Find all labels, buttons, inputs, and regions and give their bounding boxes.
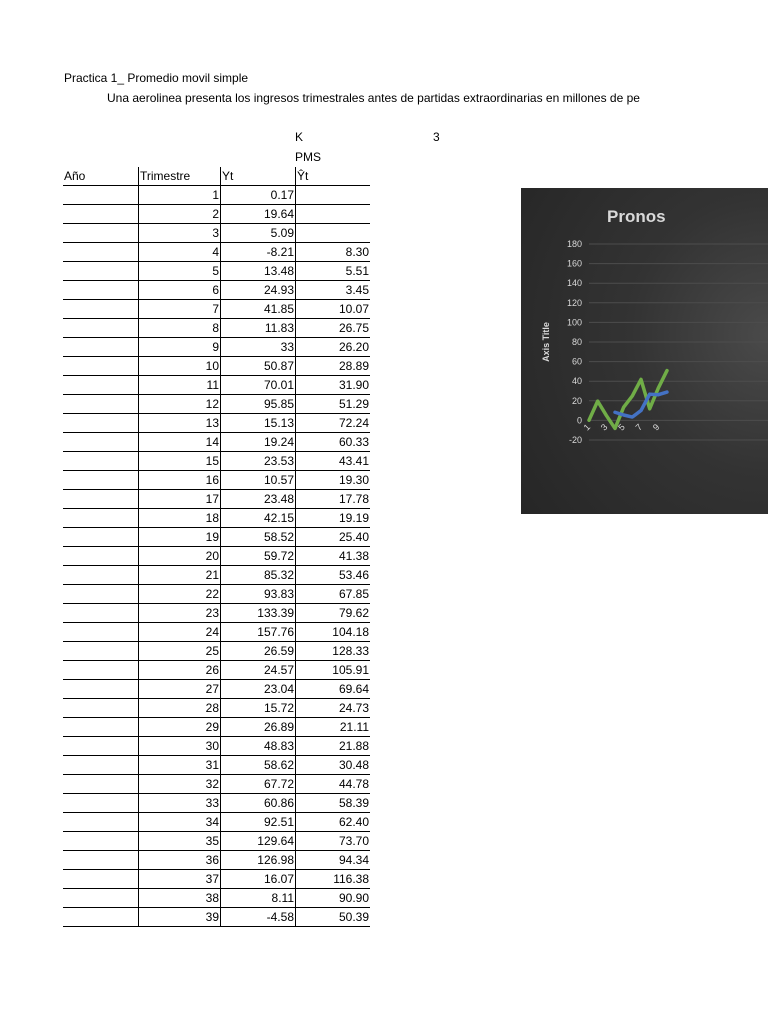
data-table <box>63 167 370 927</box>
x-tick-label: 3 <box>598 421 610 433</box>
yt-cell[interactable]: -8.21 <box>221 243 296 262</box>
quarter-cell[interactable]: 15 <box>139 452 221 471</box>
forecast-cell[interactable]: 53.46 <box>296 566 371 585</box>
year-cell[interactable] <box>63 813 139 832</box>
yt-cell[interactable]: 26.59 <box>221 642 296 661</box>
quarter-cell[interactable]: 10 <box>139 357 221 376</box>
yt-cell[interactable]: 85.32 <box>221 566 296 585</box>
quarter-cell[interactable]: 33 <box>139 794 221 813</box>
year-cell[interactable] <box>63 376 139 395</box>
y-tick-label: 60 <box>571 356 582 367</box>
column-header-year[interactable]: Año <box>63 167 139 186</box>
forecast-cell[interactable]: 58.39 <box>296 794 371 813</box>
year-cell[interactable] <box>63 661 139 680</box>
forecast-cell[interactable]: 51.29 <box>296 395 371 414</box>
table-row <box>63 642 370 661</box>
k-value[interactable]: 3 <box>433 130 440 144</box>
quarter-cell[interactable]: 25 <box>139 642 221 661</box>
quarter-cell[interactable]: 28 <box>139 699 221 718</box>
description-text: Una aerolinea presenta los ingresos trimestrales antes de partidas extraordinarias en millones de pe <box>107 91 640 105</box>
forecast-cell[interactable]: 8.30 <box>296 243 371 262</box>
table-row <box>63 851 370 870</box>
quarter-cell[interactable]: 37 <box>139 870 221 889</box>
data-point <box>667 392 668 393</box>
data-point <box>632 395 633 396</box>
forecast-cell[interactable]: 116.38 <box>296 870 371 889</box>
table-row <box>63 490 370 509</box>
quarter-cell[interactable]: 23 <box>139 604 221 623</box>
table-row <box>63 585 370 604</box>
y-tick-label: 100 <box>566 317 582 328</box>
data-point <box>632 417 633 418</box>
year-cell[interactable] <box>63 832 139 851</box>
year-cell[interactable] <box>63 775 139 794</box>
table-row <box>63 756 370 775</box>
yt-cell[interactable]: 5.09 <box>221 224 296 243</box>
data-point <box>649 394 650 395</box>
forecast-cell[interactable]: 10.07 <box>296 300 371 319</box>
yt-cell[interactable]: 24.93 <box>221 281 296 300</box>
quarter-cell[interactable]: 24 <box>139 623 221 642</box>
table-row <box>63 528 370 547</box>
year-cell[interactable] <box>63 414 139 433</box>
yt-cell[interactable]: 67.72 <box>221 775 296 794</box>
table-row <box>63 699 370 718</box>
yt-cell[interactable]: 42.15 <box>221 509 296 528</box>
table-row <box>63 319 370 338</box>
forecast-cell[interactable] <box>296 205 371 224</box>
quarter-cell[interactable]: 19 <box>139 528 221 547</box>
table-row <box>63 832 370 851</box>
year-cell[interactable] <box>63 737 139 756</box>
page-title: Practica 1_ Promedio movil simple <box>64 71 249 85</box>
table-row <box>63 813 370 832</box>
table-row <box>63 566 370 585</box>
table-row <box>63 680 370 699</box>
table-row <box>63 186 370 205</box>
quarter-cell[interactable]: 27 <box>139 680 221 699</box>
forecast-cell[interactable]: 73.70 <box>296 832 371 851</box>
year-cell[interactable] <box>63 623 139 642</box>
quarter-cell[interactable]: 11 <box>139 376 221 395</box>
quarter-cell[interactable]: 30 <box>139 737 221 756</box>
forecast-cell[interactable]: 43.41 <box>296 452 371 471</box>
table-row <box>63 737 370 756</box>
quarter-cell[interactable]: 38 <box>139 889 221 908</box>
quarter-cell[interactable]: 35 <box>139 832 221 851</box>
year-cell[interactable] <box>63 395 139 414</box>
quarter-cell[interactable]: 9 <box>139 338 221 357</box>
quarter-cell[interactable]: 17 <box>139 490 221 509</box>
year-cell[interactable] <box>63 680 139 699</box>
x-tick-label: 1 <box>581 421 593 433</box>
quarter-cell[interactable]: 6 <box>139 281 221 300</box>
table-row <box>63 661 370 680</box>
chart-title: Pronos <box>607 207 666 226</box>
yt-cell[interactable]: 23.53 <box>221 452 296 471</box>
table-row <box>63 243 370 262</box>
forecast-cell[interactable]: 5.51 <box>296 262 371 281</box>
yt-cell[interactable]: 59.72 <box>221 547 296 566</box>
yt-cell[interactable]: 19.64 <box>221 205 296 224</box>
quarter-cell[interactable]: 26 <box>139 661 221 680</box>
yt-cell[interactable]: 58.52 <box>221 528 296 547</box>
quarter-cell[interactable]: 18 <box>139 509 221 528</box>
forecast-cell[interactable]: 21.88 <box>296 737 371 756</box>
yt-cell[interactable]: 129.64 <box>221 832 296 851</box>
yt-cell[interactable]: 15.72 <box>221 699 296 718</box>
y-tick-label: 40 <box>571 376 582 387</box>
year-cell[interactable] <box>63 357 139 376</box>
year-cell[interactable] <box>63 433 139 452</box>
quarter-cell[interactable]: 20 <box>139 547 221 566</box>
yt-cell[interactable]: 93.83 <box>221 585 296 604</box>
year-cell[interactable] <box>63 547 139 566</box>
table-row <box>63 794 370 813</box>
yt-cell[interactable]: 95.85 <box>221 395 296 414</box>
year-cell[interactable] <box>63 224 139 243</box>
forecast-cell[interactable]: 79.62 <box>296 604 371 623</box>
year-cell[interactable] <box>63 471 139 490</box>
year-cell[interactable] <box>63 699 139 718</box>
year-cell[interactable] <box>63 851 139 870</box>
data-point <box>589 420 590 421</box>
year-cell[interactable] <box>63 566 139 585</box>
y-tick-label: 180 <box>566 239 582 249</box>
table-row <box>63 547 370 566</box>
forecast-cell[interactable]: 30.48 <box>296 756 371 775</box>
forecast-cell[interactable]: 104.18 <box>296 623 371 642</box>
quarter-cell[interactable]: 22 <box>139 585 221 604</box>
forecast-cell[interactable]: 67.85 <box>296 585 371 604</box>
table-row <box>63 281 370 300</box>
x-tick-label: 7 <box>633 421 645 433</box>
table-row <box>63 395 370 414</box>
data-point <box>623 415 624 416</box>
year-cell[interactable] <box>63 452 139 471</box>
column-header-yt[interactable]: Yt <box>221 167 296 186</box>
forecast-cell[interactable]: 24.73 <box>296 699 371 718</box>
year-cell[interactable] <box>63 490 139 509</box>
forecast-cell[interactable]: 21.11 <box>296 718 371 737</box>
forecast-cell[interactable]: 94.34 <box>296 851 371 870</box>
year-cell[interactable] <box>63 281 139 300</box>
forecast-cell[interactable]: 17.78 <box>296 490 371 509</box>
quarter-cell[interactable]: 16 <box>139 471 221 490</box>
table-row <box>63 870 370 889</box>
quarter-cell[interactable]: 2 <box>139 205 221 224</box>
yt-cell[interactable]: -4.58 <box>221 908 296 927</box>
yt-cell[interactable]: 41.85 <box>221 300 296 319</box>
yt-cell[interactable]: 60.86 <box>221 794 296 813</box>
forecast-cell[interactable]: 128.33 <box>296 642 371 661</box>
forecast-cell[interactable]: 19.19 <box>296 509 371 528</box>
table-row <box>63 908 370 927</box>
yt-cell[interactable]: 92.51 <box>221 813 296 832</box>
table-row <box>63 357 370 376</box>
data-point <box>606 415 607 416</box>
data-point <box>615 428 616 429</box>
forecast-cell[interactable]: 26.20 <box>296 338 371 357</box>
quarter-cell[interactable]: 1 <box>139 186 221 205</box>
year-cell[interactable] <box>63 528 139 547</box>
table-row <box>63 775 370 794</box>
x-tick-label: 5 <box>616 421 627 433</box>
quarter-cell[interactable]: 12 <box>139 395 221 414</box>
quarter-cell[interactable]: 29 <box>139 718 221 737</box>
table-row <box>63 224 370 243</box>
table-row <box>63 262 370 281</box>
series-line-2[interactable] <box>615 392 667 417</box>
quarter-cell[interactable]: 5 <box>139 262 221 281</box>
year-cell[interactable] <box>63 319 139 338</box>
forecast-cell[interactable]: 25.40 <box>296 528 371 547</box>
quarter-cell[interactable]: 34 <box>139 813 221 832</box>
k-label: K <box>295 130 304 144</box>
forecast-cell[interactable] <box>296 186 371 205</box>
year-cell[interactable] <box>63 585 139 604</box>
yt-cell[interactable]: 70.01 <box>221 376 296 395</box>
forecast-cell[interactable]: 105.91 <box>296 661 371 680</box>
forecast-cell[interactable]: 26.75 <box>296 319 371 338</box>
forecast-cell[interactable]: 72.24 <box>296 414 371 433</box>
year-cell[interactable] <box>63 908 139 927</box>
data-point <box>623 407 624 408</box>
table-row <box>63 414 370 433</box>
pms-label: PMS <box>295 150 322 164</box>
yt-cell[interactable]: 126.98 <box>221 851 296 870</box>
table-row <box>63 718 370 737</box>
data-point <box>615 412 616 413</box>
forecast-cell[interactable] <box>296 224 371 243</box>
table-row <box>63 509 370 528</box>
y-tick-label: 20 <box>571 395 582 406</box>
header-row <box>63 167 370 186</box>
y-tick-label: 80 <box>571 337 582 347</box>
quarter-cell[interactable]: 3 <box>139 224 221 243</box>
year-cell[interactable] <box>63 509 139 528</box>
year-cell[interactable] <box>63 262 139 281</box>
forecast-cell[interactable]: 19.30 <box>296 471 371 490</box>
chart-canvas <box>521 188 768 514</box>
yt-cell[interactable]: 8.11 <box>221 889 296 908</box>
table-row <box>63 376 370 395</box>
yt-cell[interactable]: 19.24 <box>221 433 296 452</box>
data-point <box>658 388 659 389</box>
yt-cell[interactable]: 23.04 <box>221 680 296 699</box>
year-cell[interactable] <box>63 756 139 775</box>
quarter-cell[interactable]: 4 <box>139 243 221 262</box>
data-point <box>641 379 642 380</box>
quarter-cell[interactable]: 14 <box>139 433 221 452</box>
yt-cell[interactable]: 15.13 <box>221 414 296 433</box>
quarter-cell[interactable]: 36 <box>139 851 221 870</box>
yt-cell[interactable]: 58.62 <box>221 756 296 775</box>
y-tick-label: 0 <box>576 415 582 426</box>
data-point <box>658 394 659 395</box>
forecast-cell[interactable]: 90.90 <box>296 889 371 908</box>
table-row <box>63 205 370 224</box>
yt-cell[interactable]: 23.48 <box>221 490 296 509</box>
year-cell[interactable] <box>63 186 139 205</box>
column-header-forecast[interactable]: Ŷt <box>296 167 371 186</box>
y-tick-label: 160 <box>566 258 582 269</box>
forecast-cell[interactable]: 3.45 <box>296 281 371 300</box>
forecast-cell[interactable]: 62.40 <box>296 813 371 832</box>
quarter-cell[interactable]: 31 <box>139 756 221 775</box>
y-tick-label: 120 <box>566 297 582 308</box>
yt-cell[interactable]: 48.83 <box>221 737 296 756</box>
data-point <box>667 370 668 371</box>
table-row <box>63 889 370 908</box>
year-cell[interactable] <box>63 300 139 319</box>
yt-cell[interactable]: 26.89 <box>221 718 296 737</box>
year-cell[interactable] <box>63 718 139 737</box>
quarter-cell[interactable]: 7 <box>139 300 221 319</box>
x-tick-label: 9 <box>650 421 662 433</box>
year-cell[interactable] <box>63 889 139 908</box>
table-row <box>63 433 370 452</box>
table-row <box>63 604 370 623</box>
y-tick-label: 140 <box>566 278 582 289</box>
yt-cell[interactable]: 11.83 <box>221 319 296 338</box>
forecast-cell[interactable]: 44.78 <box>296 775 371 794</box>
series-line-1[interactable] <box>589 371 667 429</box>
yt-cell[interactable]: 133.39 <box>221 604 296 623</box>
forecast-cell[interactable]: 69.64 <box>296 680 371 699</box>
quarter-cell[interactable]: 21 <box>139 566 221 585</box>
data-point <box>597 401 598 402</box>
year-cell[interactable] <box>63 604 139 623</box>
yt-cell[interactable]: 10.57 <box>221 471 296 490</box>
yt-cell[interactable]: 16.07 <box>221 870 296 889</box>
table-row <box>63 471 370 490</box>
forecast-cell[interactable]: 41.38 <box>296 547 371 566</box>
table-row <box>63 338 370 357</box>
year-cell[interactable] <box>63 794 139 813</box>
quarter-cell[interactable]: 32 <box>139 775 221 794</box>
table-row <box>63 300 370 319</box>
yt-cell[interactable]: 157.76 <box>221 623 296 642</box>
forecast-cell[interactable]: 28.89 <box>296 357 371 376</box>
table-row <box>63 452 370 471</box>
y-axis-title: Axis Title <box>541 322 551 362</box>
forecast-chart[interactable] <box>521 188 768 514</box>
data-point <box>641 410 642 411</box>
data-point <box>649 408 650 409</box>
year-cell[interactable] <box>63 870 139 889</box>
year-cell[interactable] <box>63 243 139 262</box>
quarter-cell[interactable]: 13 <box>139 414 221 433</box>
yt-cell[interactable]: 0.17 <box>221 186 296 205</box>
yt-cell[interactable]: 33 <box>221 338 296 357</box>
forecast-cell[interactable]: 31.90 <box>296 376 371 395</box>
yt-cell[interactable]: 24.57 <box>221 661 296 680</box>
column-header-quarter[interactable]: Trimestre <box>139 167 221 186</box>
yt-cell[interactable]: 50.87 <box>221 357 296 376</box>
year-cell[interactable] <box>63 205 139 224</box>
year-cell[interactable] <box>63 338 139 357</box>
quarter-cell[interactable]: 8 <box>139 319 221 338</box>
year-cell[interactable] <box>63 642 139 661</box>
table-row <box>63 623 370 642</box>
forecast-cell[interactable]: 60.33 <box>296 433 371 452</box>
y-tick-label: -20 <box>568 435 582 445</box>
yt-cell[interactable]: 13.48 <box>221 262 296 281</box>
forecast-cell[interactable]: 50.39 <box>296 908 371 927</box>
quarter-cell[interactable]: 39 <box>139 908 221 927</box>
